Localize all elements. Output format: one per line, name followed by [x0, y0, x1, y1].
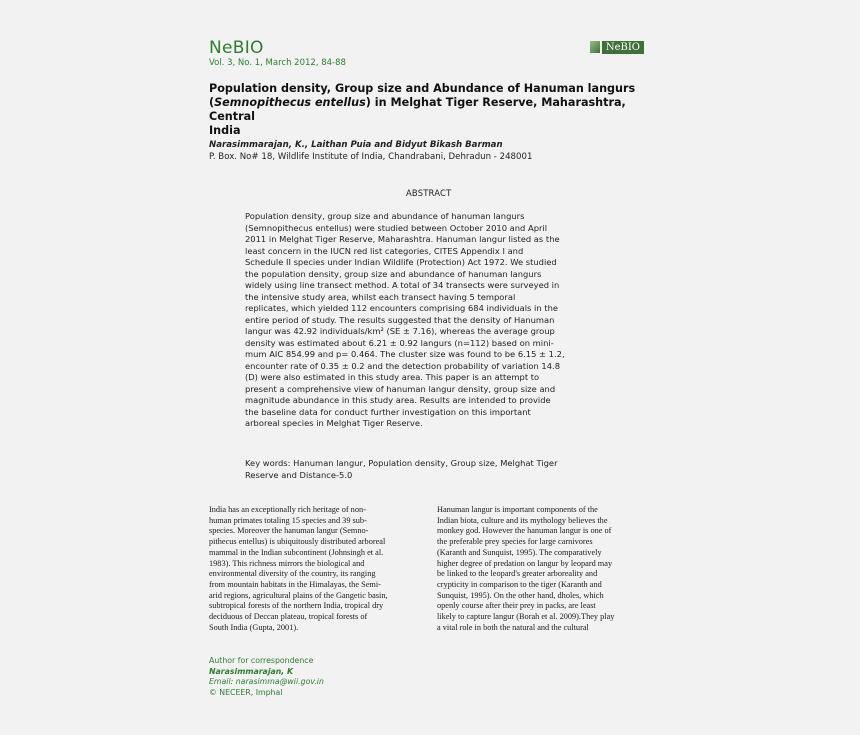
keywords-line-1: Key words: Hanuman langur, Population density, Group size, Melghat Tiger [245, 458, 558, 468]
abstract-line: widely using line transect method. A total of 34 transects were surveyed in [245, 280, 560, 290]
body-line: the preferable prey species for large carnivores [437, 537, 593, 547]
body-line: India has an exceptionally rich heritage of non- [209, 505, 366, 514]
body-column-left [209, 505, 430, 633]
abstract-line: the intensive study area, whilst each transect having 5 temporal [245, 291, 516, 302]
body-line: monkey god. However the hanuman langur is one of [437, 526, 612, 536]
body-line: mammal in the Indian subcontinent (Johnsingh et al. [209, 547, 384, 557]
body-line: human primates totaling 15 species and 39 sub- [209, 515, 367, 525]
abstract-line: 2011 in Melghat Tiger Reserve, Maharashtra. Hanuman langur listed as the [245, 234, 560, 244]
body-line: pithecus entellus) is ubiquitously distributed arboreal [209, 537, 386, 547]
abstract-line: (Semnopithecus entellus) were studied between October 2010 and April [245, 222, 548, 233]
title-part-1: Population density, Group size and Abundance of Hanuman langurs [209, 82, 636, 95]
body-line: (Karanth and Sunquist, 1995). The comparatively [437, 547, 602, 557]
body-line: arid regions, agricultural plains of the Gangetic basin, [209, 590, 388, 600]
title-species: Semnopithecus entellus [214, 96, 366, 109]
abstract-line: Population density, group size and abundance of hanuman langurs [245, 211, 525, 221]
journal-logo [590, 40, 644, 54]
paper-title [209, 82, 654, 138]
abstract-line: the baseline data for conduct further investigation on this important [245, 406, 531, 417]
keywords-line-2: Reserve and Distance-5.0 [245, 469, 353, 480]
body-line: openly course after their prey in packs, are least [437, 601, 596, 611]
title-paren-open: ( [209, 96, 215, 109]
body-line: environmental diversity of the country, its ranging [209, 569, 376, 579]
abstract-heading: ABSTRACT [406, 188, 452, 198]
abstract-text [245, 211, 604, 430]
abstract-line: (D) were also estimated in this study area. This paper is an attempt to [245, 372, 540, 382]
body-line: Indian biota, culture and its mythology believes the [437, 515, 608, 525]
body-line: Sunquist, 1995). On the other hand, dholes, which [437, 590, 604, 600]
abstract-line: present a comprehensive view of hanuman langur density, group size and [245, 383, 556, 394]
abstract-line: Schedule II species under Indian Wildlife (Protection) Act 1972. We studied [245, 257, 557, 267]
logo-text: NeBIO [602, 41, 644, 54]
body-line: likely to capture langur (Borah et al. 2009).They play [437, 612, 615, 622]
abstract-line: langur was 42.92 individuals/km² (SE ± 7.16), whereas the average group [245, 326, 555, 336]
leaf-icon [590, 41, 600, 53]
body-line: 1983). This richness mirrors the biological and [209, 558, 365, 568]
footnote-author: Narasimmarajan, K [209, 666, 294, 676]
footnote-label: Author for correspondence [209, 656, 314, 665]
body-line: deciduous of Deccan plateau, tropical forests of [209, 612, 368, 622]
abstract-line: density was estimated about 6.21 ± 0.92 langurs (n=112) based on mini- [245, 337, 554, 348]
abstract-line: encounter rate of 0.35 ± 0.2 and the detection probability of variation 14.8 [245, 360, 561, 371]
abstract-line: replicates, which yielded 112 encounters comprising 684 individuals in the [245, 303, 559, 313]
journal-name: NeBIO [209, 38, 264, 58]
abstract-line: mum AIC 854.99 and p= 0.464. The cluster size was found to be 6.15 ± 1.2, [245, 349, 565, 359]
abstract-line: least concern in the IUCN red list categories, CITES Appendix I and [245, 245, 524, 256]
affiliation: P. Box. No# 18, Wildlife Institute of India, Chandrabani, Dehradun - 248001 [209, 152, 533, 162]
abstract-line: arboreal species in Melghat Tiger Reserve. [245, 418, 423, 428]
journal-volume: Vol. 3, No. 1, March 2012, 84-88 [209, 58, 346, 68]
body-column-right [437, 505, 658, 633]
title-part-3: India [209, 124, 241, 137]
body-line: higher degree of predation on langur by leopard may [437, 558, 613, 568]
body-line: from mountain habitats in the Himalayas, the Semi- [209, 579, 381, 589]
body-line: species. Moreover the hanuman langur (Semno- [209, 526, 369, 536]
footnote-email: Email: narasimma@wii.gov.in [209, 677, 324, 687]
abstract-line: the population density, group size and abundance of hanuman langurs [245, 268, 542, 279]
body-line: Hanuman langur is important components of the [437, 505, 598, 514]
authors: Narasimmarajan, K., Laithan Puia and Bidyut Bikash Barman [209, 140, 503, 150]
abstract-line: entire period of study. The results suggested that the density of Hanuman [245, 314, 555, 325]
body-line: South India (Gupta, 2001). [209, 622, 299, 632]
correspondence-footnote [209, 656, 324, 698]
footnote-copyright: © NECEER, Imphal [209, 687, 283, 697]
body-line: be linked to the leopard's greater arboreality and [437, 569, 598, 579]
title-part-2: ) in Melghat Tiger Reserve, Maharashtra, Central [209, 96, 626, 123]
body-line: crypticity in comparison to the tiger (Karanth and [437, 579, 602, 589]
keywords [245, 458, 615, 481]
abstract-line: magnitude abundance in this study area. Results are intended to provide [245, 395, 551, 405]
body-line: a vital role in both the natural and the cultural [437, 622, 589, 632]
body-line: subtropical forests of the northern India, tropical dry [209, 601, 384, 611]
